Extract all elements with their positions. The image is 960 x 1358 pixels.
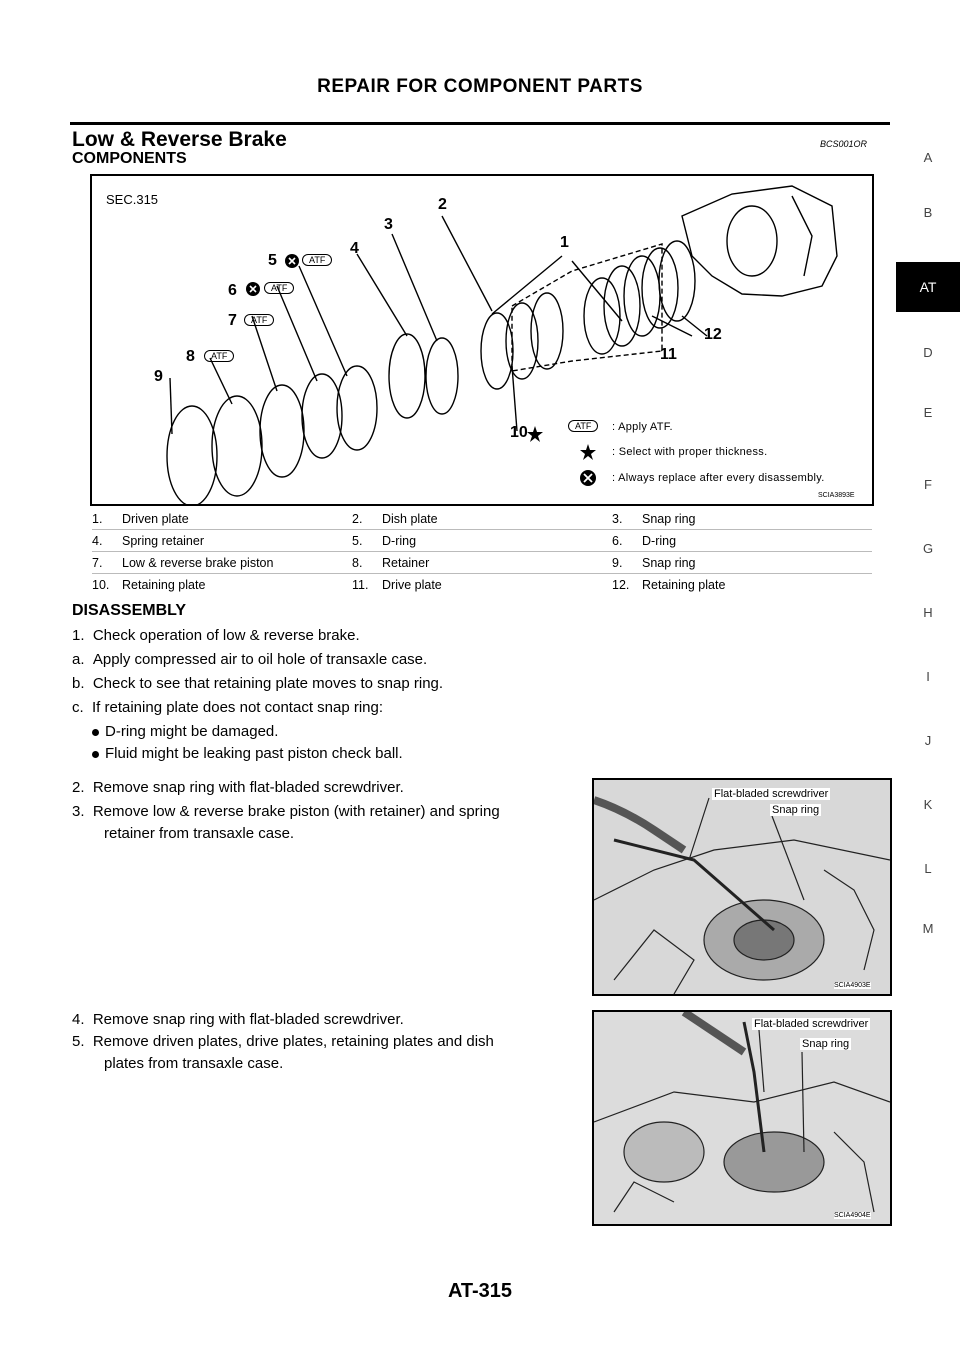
section-index-sidebar bbox=[896, 0, 960, 960]
bullet-icon bbox=[92, 751, 99, 758]
transaxle-case-shape bbox=[682, 186, 837, 296]
step-5-line1: 5. Remove driven plates, drive plates, retaining plates and dish bbox=[72, 1033, 494, 1050]
case-detail-shape bbox=[792, 196, 812, 276]
section-title: Low & Reverse Brake bbox=[72, 128, 287, 151]
legend-apply-atf: : Apply ATF. bbox=[612, 421, 673, 433]
components-title: COMPONENTS bbox=[72, 150, 187, 167]
part-name: Dish plate bbox=[382, 511, 438, 526]
label-snap-ring: Snap ring bbox=[772, 804, 820, 816]
piston-shape bbox=[260, 385, 304, 477]
snap-ring-shape bbox=[426, 338, 458, 414]
index-letter-l[interactable]: L bbox=[924, 861, 932, 876]
step-2: 2. Remove snap ring with flat-bladed screwdriver. bbox=[72, 779, 404, 796]
index-letter-m[interactable]: M bbox=[922, 921, 934, 936]
figure-code: SCIA4903E bbox=[834, 982, 871, 989]
components-exploded-diagram bbox=[90, 174, 874, 506]
part-name: Retaining plate bbox=[642, 577, 726, 592]
label-snap-ring: Snap ring bbox=[802, 1038, 850, 1050]
table-row: 7. Low & reverse brake piston 8. Retainer 9. Snap ring bbox=[92, 552, 872, 574]
index-letter-at-active[interactable]: AT bbox=[896, 262, 960, 312]
callout-3: 3 bbox=[384, 216, 393, 233]
callout-9: 9 bbox=[154, 368, 163, 385]
part-name: Retainer bbox=[382, 555, 430, 570]
part-name: Drive plate bbox=[382, 577, 442, 592]
d-ring-shape bbox=[302, 374, 342, 458]
photo-remove-snap-ring-2 bbox=[592, 1010, 892, 1226]
step-1c: c. If retaining plate does not contact snap ring: bbox=[72, 699, 384, 716]
case-bore-shape bbox=[727, 206, 777, 276]
table-row: 1. Driven plate 2. Dish plate 3. Snap ring bbox=[92, 508, 872, 530]
header-rule bbox=[70, 122, 890, 125]
atf-tag: ATF bbox=[244, 314, 274, 326]
replace-icon bbox=[246, 282, 260, 301]
step-1b: b. Check to see that retaining plate moves to snap ring. bbox=[72, 675, 444, 692]
leader-line bbox=[442, 216, 492, 311]
legend-select-thickness: : Select with proper thickness. bbox=[612, 446, 768, 458]
callout-4: 4 bbox=[350, 240, 359, 257]
callout-10: 10 bbox=[510, 424, 528, 441]
index-letter-d[interactable]: D bbox=[923, 345, 933, 360]
callout-12: 12 bbox=[704, 326, 722, 343]
hub-shape bbox=[734, 920, 794, 960]
star-icon bbox=[527, 426, 543, 447]
atf-tag: ATF bbox=[264, 282, 294, 294]
part-name: Low & reverse brake piston bbox=[122, 555, 274, 570]
sec-label: SEC.315 bbox=[106, 192, 159, 207]
callout-1: 1 bbox=[560, 234, 569, 251]
disassembly-title: DISASSEMBLY bbox=[72, 602, 187, 619]
bullet-item: Fluid might be leaking past piston check ball. bbox=[92, 742, 403, 765]
index-letter-h[interactable]: H bbox=[923, 605, 933, 620]
plate-shape bbox=[481, 313, 513, 389]
legend-star-icon bbox=[580, 444, 596, 465]
photo-illustration-svg bbox=[594, 780, 890, 994]
figure-code: SCIA3893E bbox=[818, 492, 855, 499]
brake-assembly-shape bbox=[724, 1132, 824, 1192]
callout-7: 7 bbox=[228, 312, 237, 329]
step-4: 4. Remove snap ring with flat-bladed screwdriver. bbox=[72, 1011, 404, 1028]
step-3-line1: 3. Remove low & reverse brake piston (with retainer) and spring bbox=[72, 803, 500, 820]
leader-line bbox=[210, 358, 232, 404]
atf-tag: ATF bbox=[204, 350, 234, 362]
photo-remove-snap-ring-1 bbox=[592, 778, 892, 996]
leader-line bbox=[277, 286, 317, 381]
plate-shape bbox=[584, 278, 620, 354]
snap-ring-9-shape bbox=[167, 406, 217, 504]
callout-8: 8 bbox=[186, 348, 195, 365]
leader-line bbox=[252, 316, 277, 391]
label-flat-bladed-screwdriver: Flat-bladed screwdriver bbox=[754, 1018, 869, 1030]
leader-line bbox=[357, 254, 407, 336]
legend-atf-tag: ATF bbox=[568, 420, 598, 432]
case-bore-shape bbox=[624, 1122, 704, 1182]
callout-5: 5 bbox=[268, 252, 277, 269]
replace-icon bbox=[285, 254, 299, 273]
label-flat-bladed-screwdriver: Flat-bladed screwdriver bbox=[714, 788, 829, 800]
d-ring-shape bbox=[337, 366, 377, 450]
section-code: BCS001OR bbox=[820, 139, 868, 149]
index-letter-f[interactable]: F bbox=[924, 477, 932, 492]
part-name: D-ring bbox=[382, 533, 417, 548]
bullet-item: D-ring might be damaged. bbox=[92, 720, 278, 743]
index-letter-a[interactable]: A bbox=[923, 150, 933, 165]
table-row: 10. Retaining plate 11. Drive plate 12. Retaining plate bbox=[92, 577, 726, 592]
parts-list-table bbox=[92, 508, 872, 595]
page-header-title: REPAIR FOR COMPONENT PARTS bbox=[317, 76, 643, 97]
table-row: 4. Spring retainer 5. D-ring 6. D-ring bbox=[92, 530, 872, 552]
step-3-line2: retainer from transaxle case. bbox=[104, 825, 295, 842]
leader-line bbox=[392, 234, 437, 341]
retainer-shape bbox=[212, 396, 262, 496]
page-number: AT-315 bbox=[447, 1280, 513, 1302]
step-5-line2: plates from transaxle case. bbox=[104, 1055, 284, 1072]
index-letter-g[interactable]: G bbox=[922, 541, 934, 556]
index-letter-i[interactable]: I bbox=[926, 669, 930, 684]
figure-code: SCIA4904E bbox=[834, 1212, 871, 1219]
part-name: D-ring bbox=[642, 533, 677, 548]
part-name: Snap ring bbox=[642, 511, 696, 526]
callout-2: 2 bbox=[438, 196, 447, 213]
callout-11: 11 bbox=[660, 346, 677, 363]
part-name: Driven plate bbox=[122, 511, 189, 526]
spring-retainer-shape bbox=[389, 334, 425, 418]
index-letter-j[interactable]: J bbox=[924, 733, 932, 748]
bullet-icon bbox=[92, 729, 99, 736]
leader-line bbox=[299, 266, 347, 376]
step-1a: a. Apply compressed air to oil hole of transaxle case. bbox=[72, 651, 428, 668]
index-letter-k[interactable]: K bbox=[923, 797, 933, 812]
leader-line bbox=[170, 378, 172, 434]
index-letter-b[interactable]: B bbox=[923, 205, 933, 220]
part-name: Snap ring bbox=[642, 555, 696, 570]
step-1: 1. Check operation of low & reverse brake. bbox=[72, 627, 360, 644]
index-letter-e[interactable]: E bbox=[923, 405, 933, 420]
callout-6: 6 bbox=[228, 282, 237, 299]
legend-always-replace: : Always replace after every disassembly. bbox=[612, 472, 825, 484]
plate-shape bbox=[659, 241, 695, 321]
atf-tag: ATF bbox=[302, 254, 332, 266]
part-name: Retaining plate bbox=[122, 577, 206, 592]
part-name: Spring retainer bbox=[122, 533, 204, 548]
legend-replace-icon bbox=[580, 470, 596, 491]
